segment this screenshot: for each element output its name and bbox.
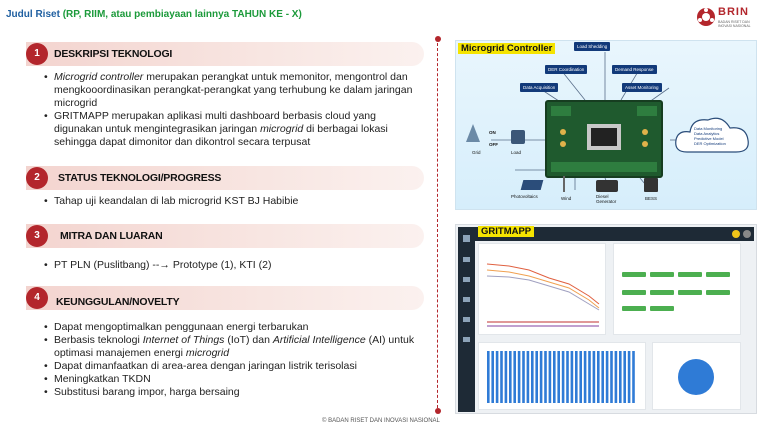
wind-turbine-icon	[563, 176, 565, 192]
dashboard-bar	[601, 351, 604, 403]
label-off: OFF	[489, 142, 498, 147]
section-2-bullet: • Tahap uji keandalan di lab microgrid KST BJ Habibie	[44, 195, 424, 208]
label-grid: Grid	[472, 150, 481, 155]
gritmapp-title: GRITMAPP	[478, 226, 534, 237]
dashboard-bar	[593, 351, 596, 403]
section-2-title: STATUS TEKNOLOGI/PROGRESS	[58, 172, 222, 184]
microgrid-title: Microgrid Controller	[458, 43, 555, 54]
dashboard-bar	[571, 351, 574, 403]
dashboard-bar	[575, 351, 578, 403]
dashboard-bar	[597, 351, 600, 403]
divider-line	[437, 38, 438, 413]
pv-panel-icon	[521, 180, 544, 190]
section-4-list	[44, 321, 429, 399]
dashboard-sidebar	[458, 227, 475, 412]
cloud-item: Data Monitoring	[694, 126, 723, 131]
cloud-item: Predictive Model	[694, 136, 724, 141]
section-3-title: MITRA DAN LUARAN	[60, 230, 163, 242]
chip-asset-monitoring: Asset Monitoring	[622, 83, 662, 92]
dashboard-bar-chart	[478, 342, 646, 410]
dashboard-bar	[522, 351, 525, 403]
cloud-services	[672, 110, 752, 160]
circuit-board-icon	[547, 102, 661, 176]
cloud-item: DER Optimization	[694, 141, 726, 146]
section-4-bullet: • Berbasis teknologi Internet of Things (IoT) dan Artificial Intelligence (AI) untuk optimasi manajemen energi microgrid	[44, 334, 429, 360]
dashboard-bar	[549, 351, 552, 403]
section-1-bullet: • GRITMAPP merupakan aplikasi multi dashboard berbasis cloud yang digunakan untuk mengintegrasikan jaringan microgrid di berbagai lokasi sehingga dapat dimonitor dan dikontrol secara terpusat	[44, 110, 424, 149]
dashboard-bar	[632, 351, 635, 403]
slide-title	[6, 9, 302, 20]
dashboard-status-cards	[613, 243, 741, 335]
dashboard-bar	[540, 351, 543, 403]
dashboard-pie-chart	[652, 342, 741, 410]
cloud-item: Data Analytics	[694, 131, 720, 136]
chip-data-acquisition: Data Acquisition	[520, 83, 558, 92]
dashboard-bar	[619, 351, 622, 403]
dashboard-bar	[623, 351, 626, 403]
section-4-number: 4	[26, 287, 48, 309]
label-photovoltaics: Photovoltaics	[511, 194, 538, 199]
logo-text: BRIN	[718, 6, 749, 18]
dashboard-bar	[588, 351, 591, 403]
section-4-bullet: • Dapat dimanfaatkan di area-area dengan jaringan listrik terisolasi	[44, 360, 429, 373]
chip-demand-response: Demand Response	[612, 65, 657, 74]
chip-load-shedding: Load Shedding	[574, 42, 610, 51]
bess-battery-icon	[644, 178, 658, 192]
section-1-number: 1	[26, 43, 48, 65]
dashboard-bar	[562, 351, 565, 403]
section-3-bullet: • PT PLN (Puslitbang) --→ Prototype (1), KTI (2)	[44, 259, 424, 272]
dashboard-bar	[606, 351, 609, 403]
controller-board-image	[545, 100, 663, 178]
brin-logo	[696, 4, 766, 30]
label-load: Load	[511, 150, 522, 155]
sidebar-icons	[458, 227, 475, 412]
dashboard-bar	[496, 351, 499, 403]
line-chart-graphic	[479, 244, 605, 334]
brin-emblem-icon	[696, 6, 716, 28]
dashboard-bar	[518, 351, 521, 403]
dashboard-bar	[500, 351, 503, 403]
label-bess: BESS	[645, 196, 658, 201]
label-on: ON	[489, 130, 496, 135]
dashboard-bar	[509, 351, 512, 403]
section-4-bullet: • Substitusi barang impor, harga bersaing	[44, 386, 429, 399]
logo-subtext: BADAN RISET DAN INOVASI NASIONAL	[718, 20, 751, 28]
load-house-icon	[511, 130, 525, 144]
bar-chart-graphic	[479, 343, 645, 409]
dashboard-bar	[487, 351, 490, 403]
section-4-bullet: • Dapat mengoptimalkan penggunaan energi terbarukan	[44, 321, 429, 334]
title-label: Judul Riset	[6, 9, 60, 20]
dashboard-bar	[610, 351, 613, 403]
chip-der-coordination: DER Coordination	[545, 65, 587, 74]
section-4-title: KEUNGGULAN/NOVELTY	[56, 296, 180, 308]
section-2-list	[44, 195, 424, 208]
dashboard-bar	[513, 351, 516, 403]
section-1-list	[44, 71, 424, 149]
dashboard-bar	[531, 351, 534, 403]
diesel-generator-icon	[596, 180, 618, 192]
dashboard-bar	[579, 351, 582, 403]
dashboard-bar	[491, 351, 494, 403]
section-1-title: DESKRIPSI TEKNOLOGI	[54, 48, 173, 60]
section-3-list	[44, 259, 424, 272]
dashboard-bar	[544, 351, 547, 403]
footer-copyright: © BADAN RISET DAN INOVASI NASIONAL	[322, 418, 440, 424]
divider-dot-bottom	[435, 408, 441, 414]
divider-dot-top	[435, 36, 441, 42]
section-2-number: 2	[26, 167, 48, 189]
dashboard-bar	[535, 351, 538, 403]
dashboard-bar	[505, 351, 508, 403]
dashboard-bar	[628, 351, 631, 403]
dashboard-bar	[557, 351, 560, 403]
dashboard-bar	[615, 351, 618, 403]
dashboard-bar	[566, 351, 569, 403]
dashboard-bar	[553, 351, 556, 403]
section-3-number: 3	[26, 225, 48, 247]
dashboard-bar	[584, 351, 587, 403]
pie-chart-graphic	[653, 343, 740, 409]
dashboard-bar	[527, 351, 530, 403]
title-detail: (RP, RIIM, atau pembiayaan lainnya TAHUN KE - X)	[62, 9, 302, 20]
label-wind: Wind	[561, 196, 572, 201]
section-1-bullet: • Microgrid controller merupakan perangkat untuk memonitor, mengontrol dan mengkooordinasikan perangkat-perangkat yang terhubung ke dalam jaringan microgrid	[44, 71, 424, 110]
label-diesel: Diesel Generator	[596, 194, 617, 204]
section-4-bullet: • Meningkatkan TKDN	[44, 373, 429, 386]
dashboard-line-chart	[478, 243, 606, 335]
